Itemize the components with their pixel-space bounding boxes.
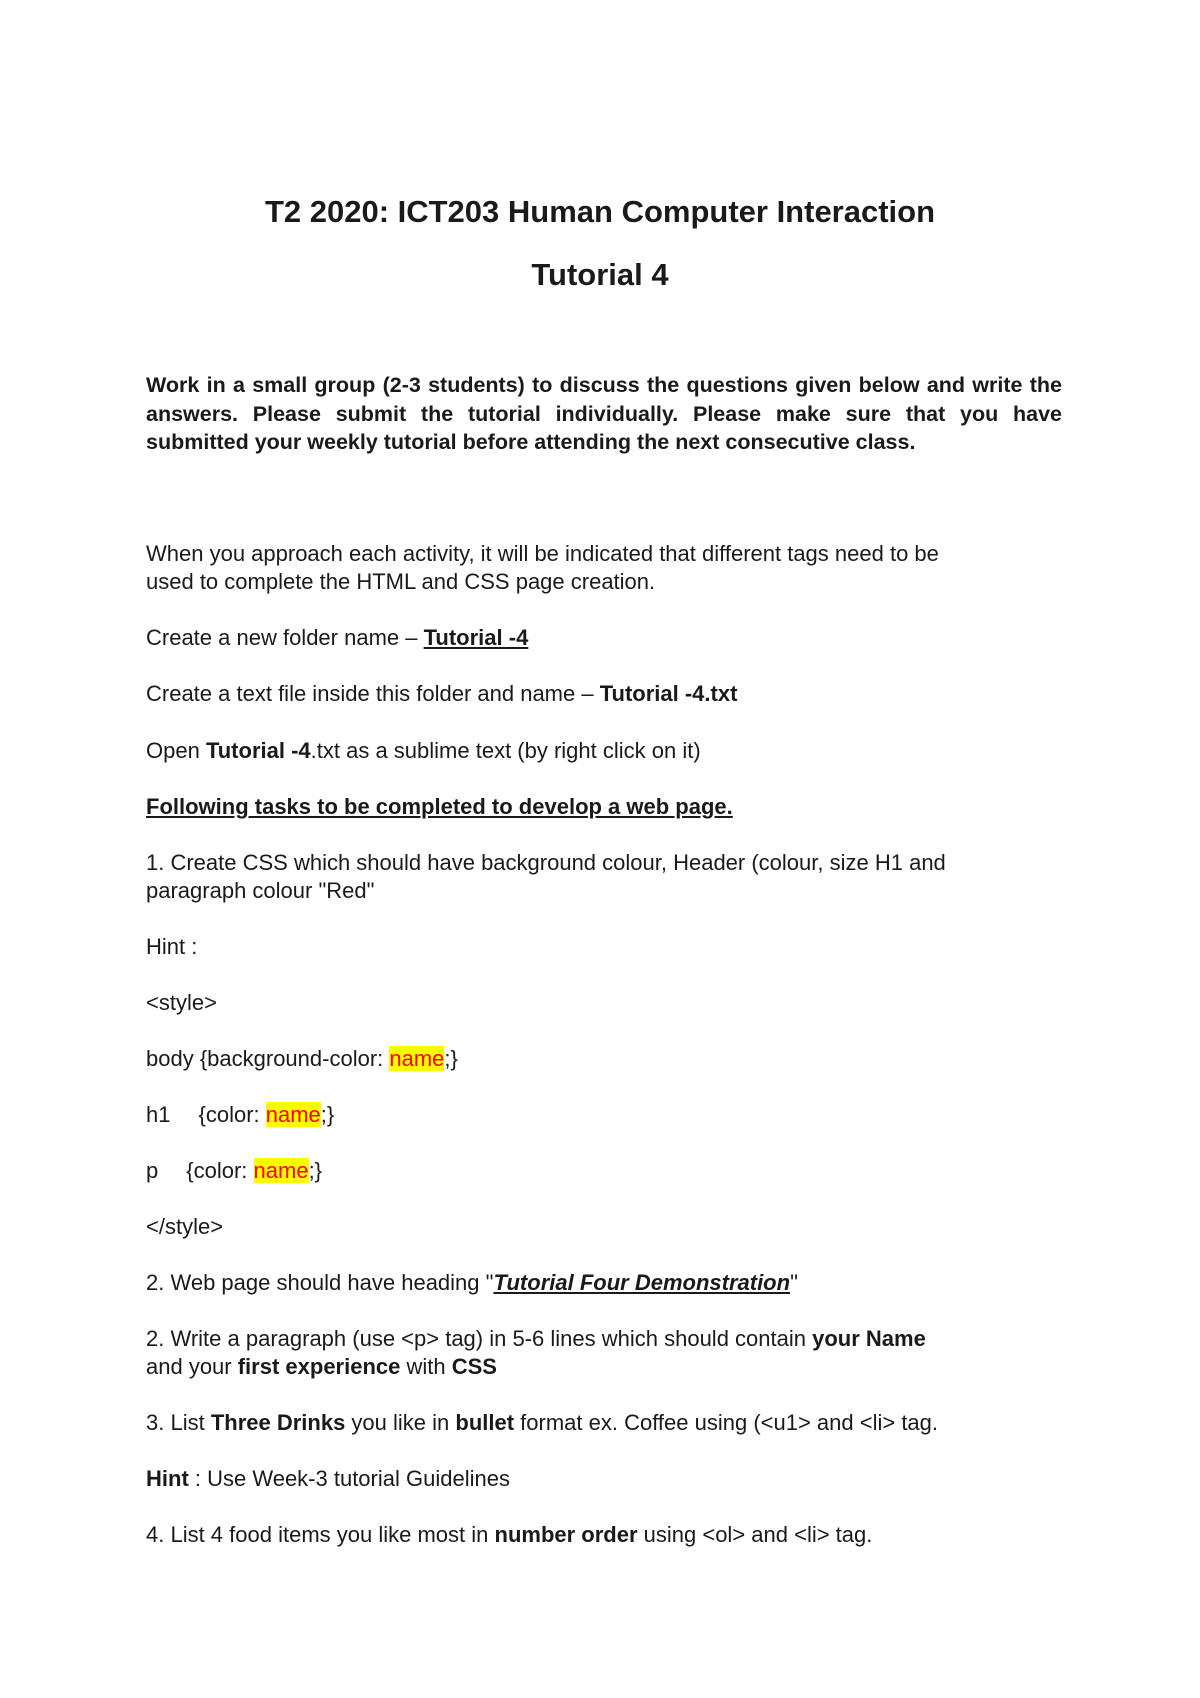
hint2-line	[146, 1465, 1066, 1494]
h1-rule-prefix: {color:	[198, 1102, 266, 1127]
tasks-heading	[146, 793, 1066, 822]
open-instruction	[146, 737, 1066, 766]
body-rule-prefix: body {background-color:	[146, 1046, 390, 1071]
open-prefix: Open	[146, 738, 206, 763]
task2b-mid: with	[400, 1354, 452, 1379]
h1-selector: h1	[146, 1102, 171, 1127]
task4-bold: number order	[494, 1522, 638, 1547]
folder-text: Create a new folder name –	[146, 625, 424, 650]
hint2-label: Hint	[146, 1466, 189, 1491]
p-color-placeholder: name	[253, 1158, 309, 1183]
approach-line-2: used to complete the HTML and CSS page creation.	[146, 569, 656, 594]
task3-prefix: 3. List	[146, 1410, 211, 1435]
approach-line-1: When you approach each activity, it will be indicated that different tags need to be	[146, 541, 939, 566]
task3-bold-bullet: bullet	[455, 1410, 515, 1435]
task2a-prefix: 2. Web page should have heading "	[146, 1270, 494, 1295]
intro-paragraph: Work in a small group (2-3 students) to discuss the questions given below and write the answers. Please submit the tutorial individually. Please make sure that you have submitted your weekly tutorial before attending the next consecutive class.	[146, 373, 1062, 454]
folder-instruction	[146, 624, 1066, 653]
h1-color-placeholder: name	[265, 1102, 321, 1127]
body-rule-end: ;}	[444, 1046, 458, 1071]
task2-paragraph-line-2	[146, 1353, 1066, 1382]
task4-instruction	[146, 1521, 1066, 1550]
task4-prefix: 4. List 4 food items you like most in	[146, 1522, 495, 1547]
open-filename: Tutorial -4	[205, 738, 311, 763]
task2b-bold-name: your Name	[812, 1326, 926, 1351]
hint-label: Hint :	[146, 934, 198, 959]
p-rule-end: ;}	[308, 1158, 323, 1183]
h1-rule-end: ;}	[320, 1102, 335, 1127]
style-open-tag: <style>	[146, 990, 217, 1015]
task2-heading-instruction	[146, 1269, 1066, 1298]
task2b-bold-css: CSS	[451, 1354, 497, 1379]
open-suffix: .txt as a sublime text (by right click on it)	[310, 738, 701, 763]
task4-suffix: using <ol> and <li> tag.	[637, 1522, 873, 1547]
task3-instruction	[146, 1409, 1066, 1438]
task2-paragraph-line-1	[146, 1325, 1066, 1354]
task3-bold-drinks: Three Drinks	[210, 1410, 346, 1435]
task2b-line2-prefix: and your	[146, 1354, 238, 1379]
css-p-rule	[146, 1157, 1066, 1186]
task1-line-2: paragraph colour "Red"	[146, 878, 375, 903]
textfile-name: Tutorial -4.txt	[599, 681, 738, 706]
tasks-heading-text: Following tasks to be completed to develop a web page.	[146, 794, 733, 819]
textfile-instruction	[146, 680, 1066, 709]
p-rule-prefix: {color:	[186, 1158, 254, 1183]
hint2-text: : Use Week-3 tutorial Guidelines	[188, 1466, 510, 1491]
task2b-bold-experience: first experience	[237, 1354, 401, 1379]
task2a-heading-text: Tutorial Four Demonstration	[493, 1270, 791, 1295]
folder-name: Tutorial -4	[423, 625, 529, 650]
css-h1-rule	[146, 1101, 1066, 1130]
p-selector: p	[146, 1158, 159, 1183]
task3-mid: you like in	[345, 1410, 456, 1435]
body-color-placeholder: name	[389, 1046, 445, 1071]
page-title: T2 2020: ICT203 Human Computer Interaction	[264, 194, 936, 229]
task1-line-1: 1. Create CSS which should have background colour, Header (colour, size H1 and	[146, 850, 946, 875]
task2a-suffix: "	[790, 1270, 798, 1295]
style-close-tag: </style>	[146, 1214, 224, 1239]
page-subtitle: Tutorial 4	[531, 257, 669, 292]
textfile-text: Create a text file inside this folder and name –	[146, 681, 600, 706]
task3-suffix: format ex. Coffee using (<u1> and <li> tag.	[514, 1410, 939, 1435]
task2b-prefix: 2. Write a paragraph (use <p> tag) in 5-6 lines which should contain	[146, 1326, 813, 1351]
css-body-rule	[146, 1045, 1066, 1074]
